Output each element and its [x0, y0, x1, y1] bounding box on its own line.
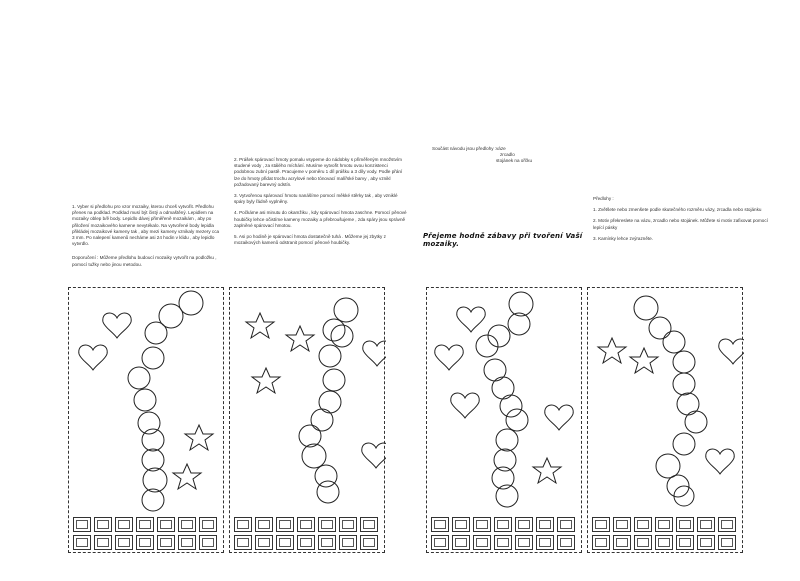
mosaic-circle [494, 449, 516, 471]
grid-cell [592, 535, 610, 550]
mosaic-circle [302, 444, 326, 468]
grid-row [431, 517, 579, 532]
mosaic-circle [634, 296, 658, 320]
grid-cell [494, 517, 512, 532]
heart-icon [103, 313, 131, 338]
grid-row [592, 517, 740, 532]
grid-row [592, 535, 740, 550]
part-item: stojánek na ořčku [496, 158, 533, 164]
mosaic-circle [323, 369, 345, 391]
grid-cell [94, 535, 112, 550]
grid-cell [634, 517, 652, 532]
star-icon [246, 313, 274, 338]
grid-cell [73, 517, 91, 532]
grid-cell [515, 517, 533, 532]
mosaic-circle [331, 325, 353, 347]
template-panel-3 [426, 287, 582, 553]
grid-cell [234, 535, 252, 550]
grid-cell [318, 535, 336, 550]
mosaic-circle [128, 367, 150, 389]
mosaic-circle [677, 393, 699, 415]
mosaic-circle [649, 317, 671, 339]
fun-banner: Přejeme hodně zábavy při tvoření Vaší mozaiky. [423, 232, 583, 248]
step-4-text: 4. Počkáme asi minutu do okamžiku , kdy spárovací hmota zaschne. Pomocí pěnové houbičky lehce očistíme kameny mozaiky a přebroušujeme , zda spáry jsou správně zaplněné spárovací hmotou. [234, 210, 407, 228]
grid-cell [655, 517, 673, 532]
template-panel-4 [587, 287, 743, 553]
heart-icon [435, 345, 463, 370]
star-icon [533, 458, 561, 483]
heart-icon [451, 393, 479, 418]
mosaic-circle [145, 322, 167, 344]
template-panel-2 [229, 287, 385, 553]
parts-label: Součást návodu jsou předlohy : [432, 146, 497, 151]
mosaic-drawing [427, 288, 583, 554]
star-icon [598, 338, 626, 363]
grid-cell [536, 517, 554, 532]
mosaic-circle [685, 411, 707, 433]
grid-cell [473, 535, 491, 550]
grid-cell [115, 517, 133, 532]
parts-list [496, 146, 532, 165]
step-5-text: 5. Asi po hodině je spárovací hmota dostatečně tuhá . Můžeme jej zbytky z mozaikových kamenů odstranit pomocí pěnové houbičky. [234, 234, 386, 246]
grid-cell [157, 535, 175, 550]
mosaic-circle [299, 425, 321, 447]
grid-cell [452, 517, 470, 532]
grid-row [234, 517, 382, 532]
grid-cell [360, 517, 378, 532]
grid-cell [318, 517, 336, 532]
part-item: zrcadlo [500, 152, 515, 158]
star-icon [630, 348, 658, 373]
mosaic-circle [319, 345, 341, 367]
mosaic-circle [673, 351, 695, 373]
grid-row [73, 535, 221, 550]
templates-title: Předlohy : [593, 196, 614, 201]
grid-row [234, 535, 382, 550]
mosaic-circle [674, 486, 694, 506]
grid-cell [360, 535, 378, 550]
heart-icon [362, 443, 386, 468]
grid-row [73, 517, 221, 532]
instructions-col1 [72, 204, 222, 273]
step-2-text: 2. Prášek spárovací hmoty pomalu vsypeme do nádobky s přiměřeným množstvím studené vody , za stálého míchání. Musíme vytvořit hmotu ovou konzistenci podobnou zubní pastě. Pracujeme v poměru 1 díl prášku a 3 díly vody. Podle přání lze do hmoty přidat trochu acrylové nebo tónovací malířské barvy , aby vznikl požadovaný barevný odstín. [234, 157, 403, 187]
mosaic-circle [492, 377, 514, 399]
mosaic-circle [500, 395, 522, 417]
grid-cell [115, 535, 133, 550]
grid-cell [494, 535, 512, 550]
mosaic-circle [143, 468, 167, 492]
mosaic-circle [319, 391, 341, 413]
grid-cell [592, 517, 610, 532]
grid-cell [697, 517, 715, 532]
grid-cell [199, 517, 217, 532]
heart-icon [457, 307, 485, 332]
grid-cell [655, 535, 673, 550]
grid-cell [199, 535, 217, 550]
mosaic-circle [673, 373, 695, 395]
part-item: váze [496, 146, 506, 151]
mosaic-drawing [69, 288, 225, 554]
mosaic-circle [317, 481, 339, 503]
grid-cell [276, 517, 294, 532]
grid-cell [676, 535, 694, 550]
grid-cell [613, 535, 631, 550]
mosaic-drawing [230, 288, 386, 554]
grid-cell [255, 535, 273, 550]
grid-cell [234, 517, 252, 532]
mosaic-circle [134, 389, 156, 411]
grid-cell [697, 535, 715, 550]
heart-icon [363, 341, 386, 366]
heart-icon [719, 339, 744, 364]
grid-cell [276, 535, 294, 550]
tile-grid [73, 517, 221, 553]
heart-icon [79, 345, 107, 370]
grid-cell [297, 517, 315, 532]
grid-cell [452, 535, 470, 550]
star-icon [286, 326, 314, 351]
grid-cell [515, 535, 533, 550]
tile-grid [234, 517, 382, 553]
grid-cell [431, 535, 449, 550]
step-1-text: 1. Vyber si předlohu pro vzor mozaiky, kterou chceš vytvořit. Předlohu přenes na podklad. Podklad musí být čistý a odmaštěný. Lepidlem na mozaiky oblep b/ě body. Lepidlo dávej přiměřeně mozaikám , aby po přiložení mozaikového kamene nevytékalo. Na vytvořené body lepidla přikládej mozaikové kameny tak , aby mezi kameny vznikaly mezery cca 3 mm. Po nalepení kamenů necháme asi 24 hodin v klidu , aby lepidlo vytvrdlo. [72, 204, 220, 247]
template-item-2: 2. Motiv překreslete na vázu, zrcadlo nebo stojánek. Můžete si motiv zafixovat pomocí lepící pásky [593, 218, 768, 230]
grid-cell [473, 517, 491, 532]
grid-cell [557, 535, 575, 550]
grid-cell [339, 535, 357, 550]
grid-cell [613, 517, 631, 532]
mosaic-circle [496, 429, 518, 451]
grid-cell [557, 517, 575, 532]
grid-cell [94, 517, 112, 532]
grid-cell [73, 535, 91, 550]
grid-cell [676, 517, 694, 532]
mosaic-circle [323, 319, 345, 341]
mosaic-circle [142, 429, 164, 451]
mosaic-circle [484, 359, 506, 381]
heart-icon [706, 449, 734, 474]
tile-grid [592, 517, 740, 553]
grid-cell [536, 535, 554, 550]
grid-cell [634, 535, 652, 550]
heart-icon [545, 405, 573, 430]
grid-cell [136, 535, 154, 550]
grid-cell [136, 517, 154, 532]
grid-cell [157, 517, 175, 532]
grid-cell [178, 517, 196, 532]
mosaic-circle [138, 412, 160, 434]
tip-text: Doporučení : Můžeme předlohu budoucí mozaiky vytvořit na podložku , pomocí tužky nebo jinou metodou. [72, 255, 217, 267]
step-3-text: 3. Vytvořenou spárovací hmotu nanášíme pomocí měkké stěrky tak , aby vzniklé spáry byly řádně vyplněny. [234, 193, 398, 205]
grid-cell [297, 535, 315, 550]
grid-row [431, 535, 579, 550]
grid-cell [718, 535, 736, 550]
templates-block [593, 196, 768, 247]
grid-cell [178, 535, 196, 550]
instructions-col2 [234, 157, 409, 251]
template-item-1: 1. Zvětšete nebo zmenšete podle skutečného rozměru vázy, zrcadla nebo stojánku [593, 207, 762, 213]
mosaic-circle [506, 409, 528, 431]
grid-cell [339, 517, 357, 532]
template-panel-1 [68, 287, 224, 553]
mosaic-circle [673, 433, 695, 455]
mosaic-circle [142, 347, 164, 369]
star-icon [252, 368, 280, 393]
grid-cell [431, 517, 449, 532]
grid-cell [255, 517, 273, 532]
parts-block [432, 146, 592, 164]
mosaic-circle [656, 454, 680, 478]
tile-grid [431, 517, 579, 553]
mosaic-circle [315, 465, 337, 487]
mosaic-circle [311, 409, 333, 431]
star-icon [185, 425, 213, 450]
mosaic-circle [509, 292, 533, 316]
mosaic-drawing [588, 288, 744, 554]
star-icon [173, 464, 201, 489]
mosaic-circle [663, 331, 685, 353]
grid-cell [718, 517, 736, 532]
mosaic-circle [334, 298, 358, 322]
template-item-3: 3. Kamínky lehce zvýrazněte. [593, 235, 654, 241]
